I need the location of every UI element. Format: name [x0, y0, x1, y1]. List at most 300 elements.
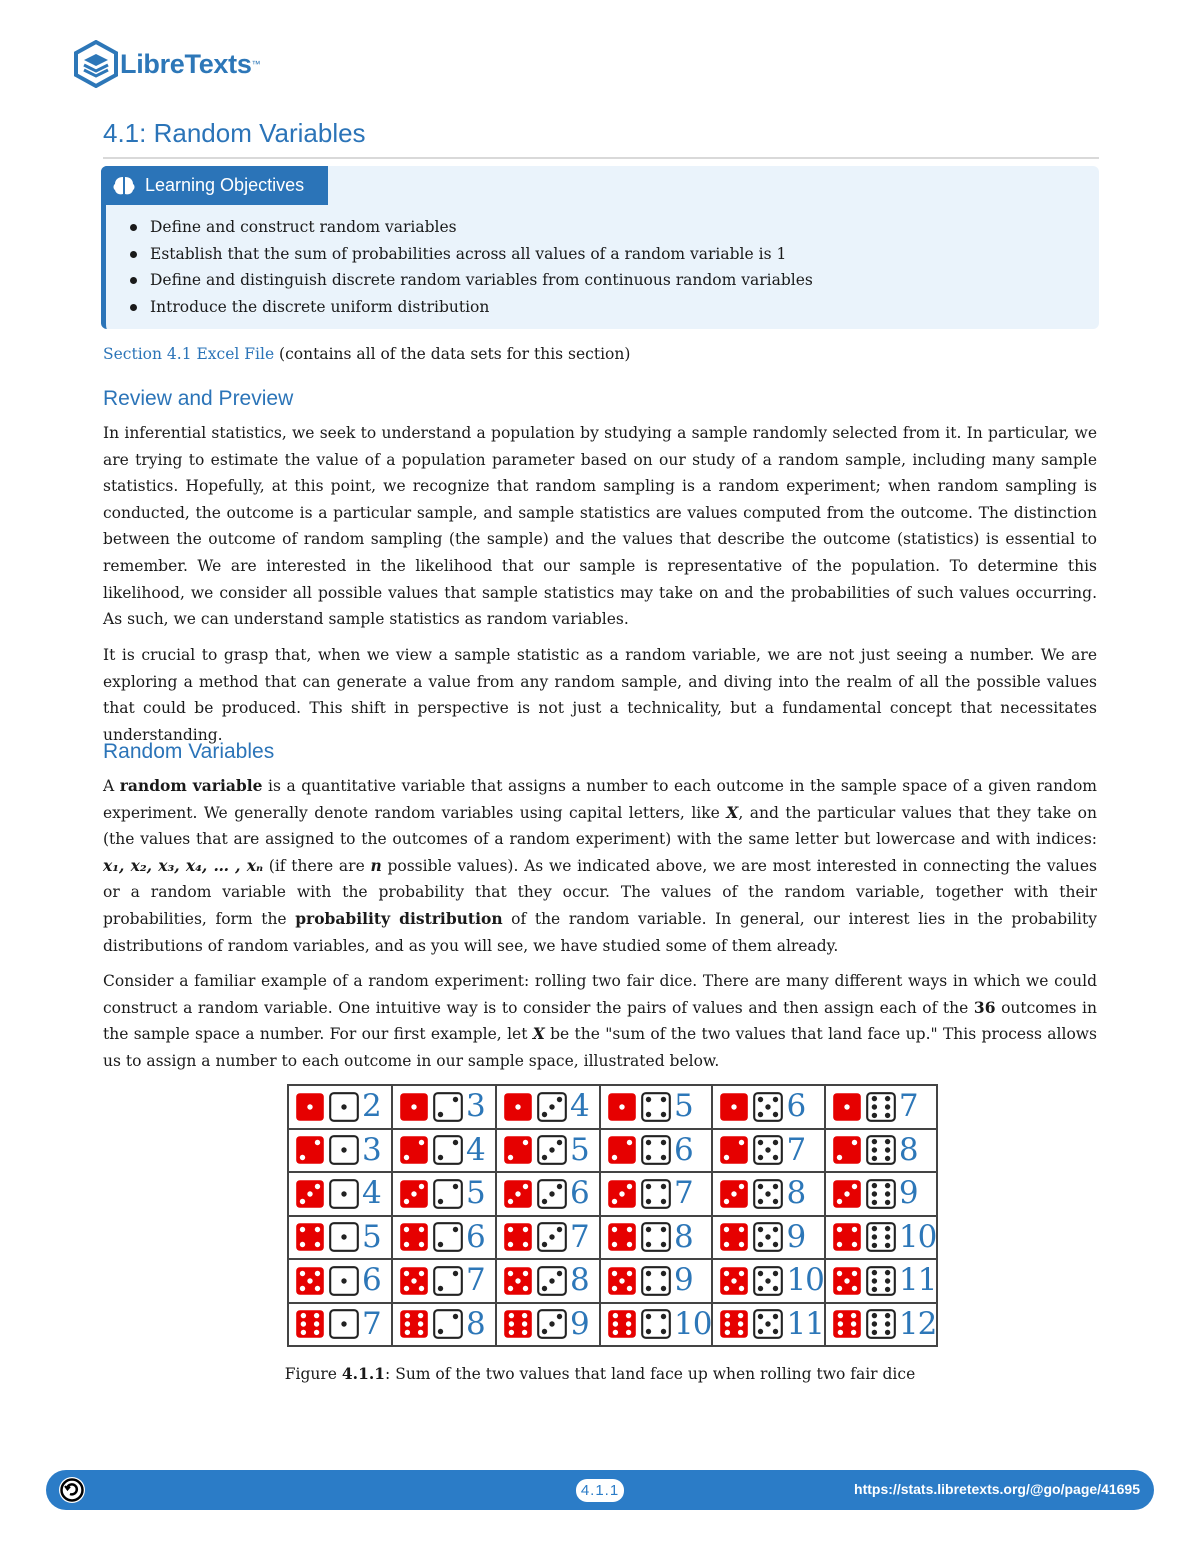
die-pip: [557, 1097, 562, 1102]
die-pip: [315, 1242, 320, 1247]
die-pip: [549, 1322, 554, 1327]
die-pip: [341, 1148, 346, 1153]
die-pip: [612, 1242, 617, 1247]
die-pip: [646, 1286, 651, 1291]
die-pip: [542, 1155, 547, 1160]
die-pip: [619, 1191, 624, 1196]
die-pip: [626, 1313, 631, 1318]
die-pip: [612, 1286, 617, 1291]
die-pip: [852, 1184, 857, 1189]
die-pip: [557, 1184, 562, 1189]
die-pip: [773, 1184, 778, 1189]
dice-pair: [719, 1130, 823, 1172]
die-pip: [557, 1227, 562, 1232]
die-pip: [885, 1235, 890, 1240]
die-pip: [404, 1242, 409, 1247]
dice-cell: [288, 1172, 392, 1216]
die-pip: [837, 1227, 842, 1232]
excel-file-line: [103, 343, 630, 365]
dice-sum: 4: [570, 1088, 589, 1125]
dice-cell: [712, 1085, 824, 1129]
die-pip: [549, 1191, 554, 1196]
red-die-icon: [719, 1179, 749, 1209]
die-pip: [724, 1242, 729, 1247]
white-die-icon: [753, 1309, 783, 1339]
dice-pair: [607, 1260, 711, 1302]
white-die-icon: [537, 1179, 567, 1209]
die-pip: [838, 1330, 843, 1335]
die-pip: [872, 1112, 877, 1117]
die-pip: [872, 1199, 877, 1204]
dice-sum: 5: [466, 1175, 485, 1212]
die-pip: [837, 1155, 842, 1160]
red-die-icon: [399, 1135, 429, 1165]
die-pip: [852, 1286, 857, 1291]
die-pip: [758, 1271, 763, 1276]
page-number: 4.1.1: [576, 1479, 624, 1502]
white-die-icon: [866, 1266, 896, 1296]
die-pip: [646, 1199, 651, 1204]
die-pip: [773, 1227, 778, 1232]
die-pip: [523, 1227, 528, 1232]
die-pip: [411, 1104, 416, 1109]
white-die-icon: [866, 1222, 896, 1252]
text: outcomes in the sample space a number. For our first example, let: [103, 998, 1097, 1044]
die-pip: [314, 1313, 319, 1318]
text: is a quantitative variable that assigns a number to each outcome in the sample space of a given random experiment. We generally denote random variables using capital letters, like: [103, 777, 1098, 822]
die-pip: [766, 1322, 771, 1327]
die-pip: [307, 1104, 312, 1109]
dice-pair: [719, 1260, 823, 1302]
die-pip: [404, 1286, 409, 1291]
die-pip: [885, 1191, 890, 1196]
dice-cell: [825, 1085, 937, 1129]
dice-pair: [399, 1260, 495, 1302]
dice-pair: [832, 1086, 936, 1128]
dice-cell: [496, 1129, 600, 1173]
dice-cell: [496, 1259, 600, 1303]
die-pip: [315, 1227, 320, 1232]
die-pip: [301, 1330, 306, 1335]
dice-cell: [392, 1216, 496, 1260]
die-pip: [646, 1097, 651, 1102]
die-pip: [646, 1184, 651, 1189]
table-row: [288, 1172, 937, 1216]
dice-cell: [392, 1129, 496, 1173]
dice-cell: [825, 1172, 937, 1216]
die-pip: [766, 1104, 771, 1109]
die-pip: [885, 1199, 890, 1204]
die-pip: [661, 1329, 666, 1334]
die-pip: [872, 1104, 877, 1109]
die-pip: [341, 1322, 346, 1327]
dice-cell: [496, 1085, 600, 1129]
table-row: [288, 1129, 937, 1173]
die-pip: [773, 1329, 778, 1334]
die-pip: [522, 1330, 527, 1335]
die-pip: [661, 1271, 666, 1276]
math-n: n: [370, 855, 382, 875]
white-die-icon: [641, 1092, 671, 1122]
dice-sum: 9: [898, 1175, 918, 1212]
white-die-icon: [753, 1222, 783, 1252]
die-pip: [619, 1278, 624, 1283]
die-pip: [885, 1183, 890, 1188]
die-pip: [725, 1313, 730, 1318]
libretexts-logo-icon: [74, 40, 118, 88]
red-die-icon: [719, 1222, 749, 1252]
die-pip: [627, 1184, 632, 1189]
dice-cell: [825, 1303, 937, 1347]
die-pip: [542, 1199, 547, 1204]
die-pip: [411, 1191, 416, 1196]
dice-sum: 6: [466, 1218, 485, 1255]
red-die-icon: [503, 1135, 533, 1165]
dice-pair: [832, 1260, 936, 1302]
dice-cell: [712, 1259, 824, 1303]
white-die-icon: [537, 1222, 567, 1252]
die-pip: [315, 1184, 320, 1189]
dice-sum: 7: [898, 1088, 918, 1125]
die-pip: [661, 1184, 666, 1189]
red-die-icon: [399, 1092, 429, 1122]
die-pip: [852, 1140, 857, 1145]
die-pip: [661, 1155, 666, 1160]
page-url[interactable]: https://stats.libretexts.org/@go/page/41695: [854, 1481, 1140, 1497]
die-pip: [542, 1112, 547, 1117]
die-pip: [766, 1235, 771, 1240]
dice-pair: [832, 1130, 936, 1172]
libretexts-logo[interactable]: [74, 40, 261, 88]
die-pip: [646, 1140, 651, 1145]
die-pip: [300, 1242, 305, 1247]
text: : Sum of the two values that land face up when rolling two fair dice: [385, 1365, 916, 1383]
die-pip: [758, 1242, 763, 1247]
die-pip: [300, 1155, 305, 1160]
term-random-variable: random variable: [119, 776, 263, 795]
text: A: [103, 777, 120, 795]
dice-pair: [719, 1217, 823, 1259]
die-pip: [418, 1330, 423, 1335]
die-pip: [508, 1271, 513, 1276]
text: Consider a familiar example of a random experiment: rolling two fair dice. There are many different ways in which we could construct a random variable. One intuitive way is to consider the pairs of values and then assign each of the: [103, 972, 1097, 1017]
dice-cell: [392, 1303, 496, 1347]
die-pip: [404, 1199, 409, 1204]
die-pip: [724, 1155, 729, 1160]
white-die-icon: [329, 1309, 359, 1339]
white-die-icon: [537, 1309, 567, 1339]
math-36: 36: [973, 997, 996, 1017]
die-pip: [872, 1330, 877, 1335]
white-die-icon: [433, 1135, 463, 1165]
dice-pair: [719, 1173, 823, 1215]
die-pip: [844, 1278, 849, 1283]
die-pip: [523, 1271, 528, 1276]
die-pip: [837, 1271, 842, 1276]
text: (if there are: [263, 856, 371, 875]
red-die-icon: [719, 1135, 749, 1165]
die-pip: [627, 1227, 632, 1232]
dice-cell: [712, 1216, 824, 1260]
die-pip: [885, 1139, 890, 1144]
list-item: Define and distinguish discrete random variables from continuous random variables: [128, 267, 813, 294]
die-pip: [438, 1112, 443, 1117]
die-pip: [557, 1271, 562, 1276]
die-pip: [766, 1278, 771, 1283]
die-pip: [872, 1139, 877, 1144]
die-pip: [773, 1271, 778, 1276]
section-heading-review: Review and Preview: [103, 387, 294, 410]
dice-cell: [825, 1216, 937, 1260]
dice-cell: [288, 1259, 392, 1303]
dice-pair: [832, 1217, 936, 1259]
red-die-icon: [607, 1092, 637, 1122]
table-row: [288, 1085, 937, 1129]
die-pip: [885, 1330, 890, 1335]
dice-sum: 10: [786, 1262, 824, 1299]
dice-pair: [295, 1130, 391, 1172]
red-die-icon: [607, 1135, 637, 1165]
white-die-icon: [641, 1222, 671, 1252]
dice-cell: [712, 1172, 824, 1216]
die-pip: [315, 1140, 320, 1145]
page-footer: [46, 1470, 1154, 1510]
die-pip: [724, 1271, 729, 1276]
die-pip: [885, 1278, 890, 1283]
die-pip: [885, 1226, 890, 1231]
red-die-icon: [607, 1266, 637, 1296]
brain-icon: [113, 176, 135, 196]
white-die-icon: [433, 1222, 463, 1252]
die-pip: [613, 1313, 618, 1318]
die-pip: [523, 1184, 528, 1189]
die-pip: [872, 1191, 877, 1196]
die-pip: [613, 1330, 618, 1335]
die-pip: [851, 1322, 856, 1327]
paragraph: It is crucial to grasp that, when we view a sample statistic as a random variable, we are not just seeing a number. We are exploring a method that can generate a value from any random sample, and diving into the realm of all the possible values that could be produced. This shift in perspective is not just a technicality, but a fundamental concept that necessitates understanding.: [103, 646, 1097, 744]
white-die-icon: [329, 1266, 359, 1296]
red-die-icon: [399, 1222, 429, 1252]
die-pip: [773, 1314, 778, 1319]
dice-cell: [392, 1259, 496, 1303]
dice-sum: 8: [786, 1175, 806, 1212]
die-pip: [852, 1227, 857, 1232]
die-pip: [300, 1227, 305, 1232]
dice-cell: [600, 1172, 712, 1216]
white-die-icon: [753, 1179, 783, 1209]
die-pip: [885, 1313, 890, 1318]
math-X: X: [532, 1024, 545, 1044]
die-pip: [419, 1286, 424, 1291]
die-pip: [872, 1156, 877, 1161]
red-die-icon: [832, 1135, 862, 1165]
die-pip: [872, 1270, 877, 1275]
dice-cell: [825, 1259, 937, 1303]
die-pip: [837, 1242, 842, 1247]
dice-sum: 9: [786, 1218, 806, 1255]
die-pip: [549, 1278, 554, 1283]
learning-objectives-box: [101, 166, 1099, 329]
dice-sum: 7: [466, 1262, 485, 1299]
dice-cell: [600, 1085, 712, 1129]
die-pip: [758, 1286, 763, 1291]
die-pip: [300, 1199, 305, 1204]
die-pip: [508, 1286, 513, 1291]
dice-sum-table: [287, 1084, 938, 1347]
die-pip: [307, 1191, 312, 1196]
die-pip: [627, 1242, 632, 1247]
die-pip: [758, 1155, 763, 1160]
dice-cell: [825, 1129, 937, 1173]
list-item: Establish that the sum of probabilities across all values of a random variable is 1: [128, 241, 813, 268]
dice-sum: 5: [570, 1131, 589, 1168]
die-pip: [885, 1112, 890, 1117]
die-pip: [872, 1148, 877, 1153]
dice-pair: [607, 1217, 711, 1259]
dice-sum: 8: [570, 1262, 589, 1299]
die-pip: [404, 1227, 409, 1232]
die-pip: [438, 1242, 443, 1247]
die-pip: [724, 1286, 729, 1291]
excel-file-link[interactable]: Section 4.1 Excel File: [103, 345, 275, 363]
dice-pair: [503, 1086, 599, 1128]
die-pip: [453, 1097, 458, 1102]
red-die-icon: [832, 1309, 862, 1339]
die-pip: [341, 1191, 346, 1196]
die-pip: [542, 1329, 547, 1334]
white-die-icon: [866, 1179, 896, 1209]
red-die-icon: [832, 1266, 862, 1296]
dice-sum: 8: [466, 1305, 485, 1342]
page-title: 4.1: Random Variables: [103, 118, 1099, 159]
dice-cell: [600, 1129, 712, 1173]
red-die-icon: [832, 1092, 862, 1122]
dice-pair: [503, 1173, 599, 1215]
die-pip: [885, 1096, 890, 1101]
die-pip: [419, 1227, 424, 1232]
die-pip: [523, 1242, 528, 1247]
die-pip: [766, 1148, 771, 1153]
die-pip: [724, 1199, 729, 1204]
dice-sum: 9: [570, 1305, 589, 1342]
die-pip: [844, 1191, 849, 1196]
die-pip: [661, 1097, 666, 1102]
dice-sum: 11: [898, 1262, 937, 1299]
die-pip: [523, 1140, 528, 1145]
die-pip: [418, 1313, 423, 1318]
white-die-icon: [753, 1092, 783, 1122]
dice-pair: [832, 1304, 936, 1346]
die-pip: [872, 1286, 877, 1291]
die-pip: [758, 1097, 763, 1102]
red-die-icon: [607, 1309, 637, 1339]
die-pip: [885, 1243, 890, 1248]
red-die-icon: [295, 1179, 325, 1209]
die-pip: [405, 1313, 410, 1318]
dice-cell: [712, 1303, 824, 1347]
dice-pair: [503, 1217, 599, 1259]
die-pip: [515, 1191, 520, 1196]
die-pip: [739, 1242, 744, 1247]
text: of the random variable. In general, our interest lies in the probability distributions of random variables, and as you will see, we have studied some of them already.: [103, 909, 1098, 955]
white-die-icon: [329, 1179, 359, 1209]
red-die-icon: [295, 1266, 325, 1296]
red-die-icon: [832, 1222, 862, 1252]
table-row: [288, 1216, 937, 1260]
die-pip: [453, 1314, 458, 1319]
die-pip: [758, 1199, 763, 1204]
dice-pair: [399, 1173, 495, 1215]
red-die-icon: [503, 1179, 533, 1209]
die-pip: [851, 1313, 856, 1318]
die-pip: [301, 1322, 306, 1327]
dice-sum: 6: [570, 1175, 589, 1212]
die-pip: [453, 1184, 458, 1189]
cc-icon[interactable]: [58, 1476, 86, 1504]
white-die-icon: [866, 1135, 896, 1165]
die-pip: [885, 1104, 890, 1109]
red-die-icon: [399, 1309, 429, 1339]
dice-pair: [399, 1304, 495, 1346]
dice-sum: 8: [898, 1131, 918, 1168]
white-die-icon: [866, 1092, 896, 1122]
white-die-icon: [433, 1092, 463, 1122]
die-pip: [307, 1278, 312, 1283]
learning-objectives-title: Learning Objectives: [145, 175, 305, 195]
die-pip: [419, 1184, 424, 1189]
die-pip: [404, 1271, 409, 1276]
term-probability-distribution: probability distribution: [295, 908, 503, 928]
text: , and the particular values that they take on (the values that are assigned to the outcomes of a random experiment) with the same letter but lowercase and with indices:: [103, 803, 1097, 849]
die-pip: [405, 1330, 410, 1335]
dice-pair: [503, 1260, 599, 1302]
die-pip: [738, 1313, 743, 1318]
die-pip: [619, 1104, 624, 1109]
dice-cell: [496, 1172, 600, 1216]
text: possible values). As we indicated above, we are most interested in connecting the values or a random variable with the probability that they occur. The values of the random variable, together with their probabilities, form the: [103, 856, 1097, 928]
die-pip: [542, 1242, 547, 1247]
die-pip: [885, 1286, 890, 1291]
dice-cell: [288, 1129, 392, 1173]
die-pip: [542, 1286, 547, 1291]
dice-cell: [288, 1085, 392, 1129]
white-die-icon: [641, 1266, 671, 1296]
text: Figure: [284, 1365, 342, 1383]
die-pip: [661, 1286, 666, 1291]
red-die-icon: [295, 1135, 325, 1165]
red-die-icon: [719, 1092, 749, 1122]
die-pip: [341, 1235, 346, 1240]
paragraph: [103, 968, 1097, 1074]
text: be the "sum of the two values that land face up." This process allows us to assign a number to each outcome in our sample space, illustrated below.: [103, 1025, 1097, 1070]
die-pip: [300, 1271, 305, 1276]
die-pip: [773, 1286, 778, 1291]
die-pip: [646, 1155, 651, 1160]
die-pip: [300, 1286, 305, 1291]
brand-trademark: ™: [251, 59, 261, 69]
die-pip: [627, 1271, 632, 1276]
red-die-icon: [719, 1309, 749, 1339]
paragraph: [103, 773, 1097, 959]
die-pip: [851, 1330, 856, 1335]
dice-pair: [399, 1217, 495, 1259]
die-pip: [646, 1271, 651, 1276]
die-pip: [557, 1140, 562, 1145]
dice-cell: [600, 1259, 712, 1303]
die-pip: [766, 1191, 771, 1196]
dice-pair: [503, 1130, 599, 1172]
dice-cell: [288, 1216, 392, 1260]
